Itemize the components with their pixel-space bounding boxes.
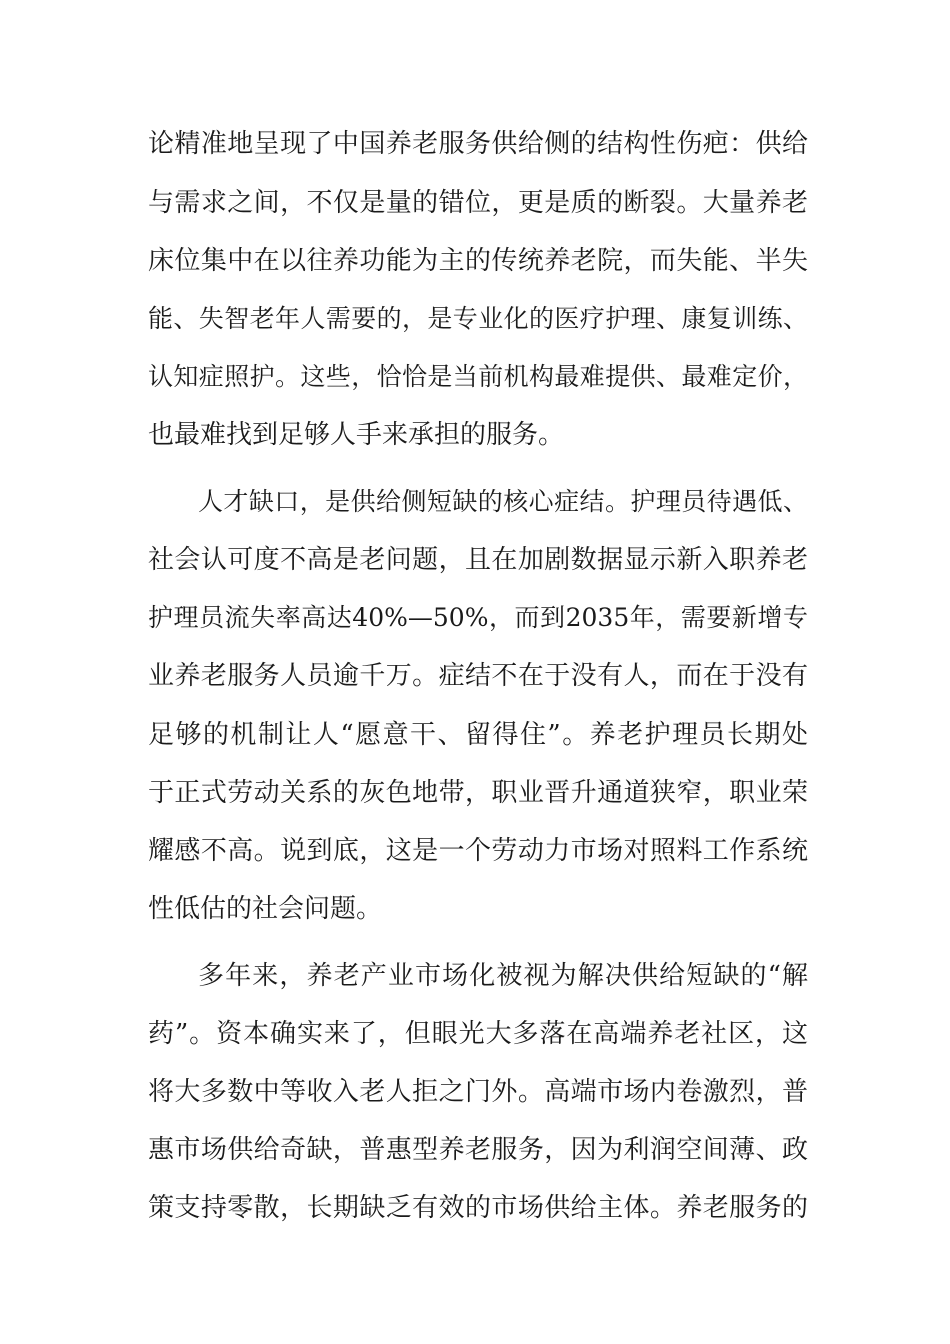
paragraph-3-line-1: 多年来，养老产业市场化被视为解决供给短缺的“解: [198, 961, 808, 991]
paragraph-3-line-3: 将大多数中等收入老人拒之门外。高端市场内卷激烈，普: [148, 1077, 808, 1107]
paragraph-1-line-1: 论精准地呈现了中国养老服务供给侧的结构性伤疤：供给: [148, 129, 808, 159]
paragraph-2-line-3: 护理员流失率高达40%—50%，而到2035年，需要新增专: [148, 603, 808, 632]
paragraph-1-line-3: 床位集中在以往养功能为主的传统养老院，而失能、半失: [148, 246, 808, 276]
paragraph-2-line-4: 业养老服务人员逾千万。症结不在于没有人，而在于没有: [148, 661, 808, 691]
paragraph-3-line-5: 策支持零散，长期缺乏有效的市场供给主体。养老服务的: [148, 1193, 808, 1223]
paragraph-2-line-2: 社会认可度不高是老问题，且在加剧数据显示新入职养老: [148, 545, 808, 575]
paragraph-2-line-8: 性低估的社会问题。: [148, 894, 383, 924]
paragraph-2-line-1: 人才缺口，是供给侧短缺的核心症结。护理员待遇低、: [198, 487, 808, 516]
paragraph-3-line-4: 惠市场供给奇缺，普惠型养老服务，因为利润空间薄、政: [148, 1135, 808, 1165]
paragraph-1-line-5: 认知症照护。这些，恰恰是当前机构最难提供、最难定价，: [148, 362, 808, 391]
paragraph-2-line-7: 耀感不高。说到底，这是一个劳动力市场对照料工作系统: [148, 836, 808, 866]
paragraph-1-line-2: 与需求之间，不仅是量的错位，更是质的断裂。大量养老: [148, 188, 808, 218]
paragraph-2-line-5: 足够的机制让人“愿意干、留得住”。养老护理员长期处: [148, 720, 808, 750]
paragraph-1-line-6: 也最难找到足够人手来承担的服务。: [148, 420, 565, 450]
paragraph-3-line-2: 药”。资本确实来了，但眼光大多落在高端养老社区，这: [148, 1019, 808, 1049]
paragraph-1-line-4: 能、失智老年人需要的，是专业化的医疗护理、康复训练、: [148, 304, 808, 333]
paragraph-2-line-6: 于正式劳动关系的灰色地带，职业晋升通道狭窄，职业荣: [148, 778, 808, 808]
